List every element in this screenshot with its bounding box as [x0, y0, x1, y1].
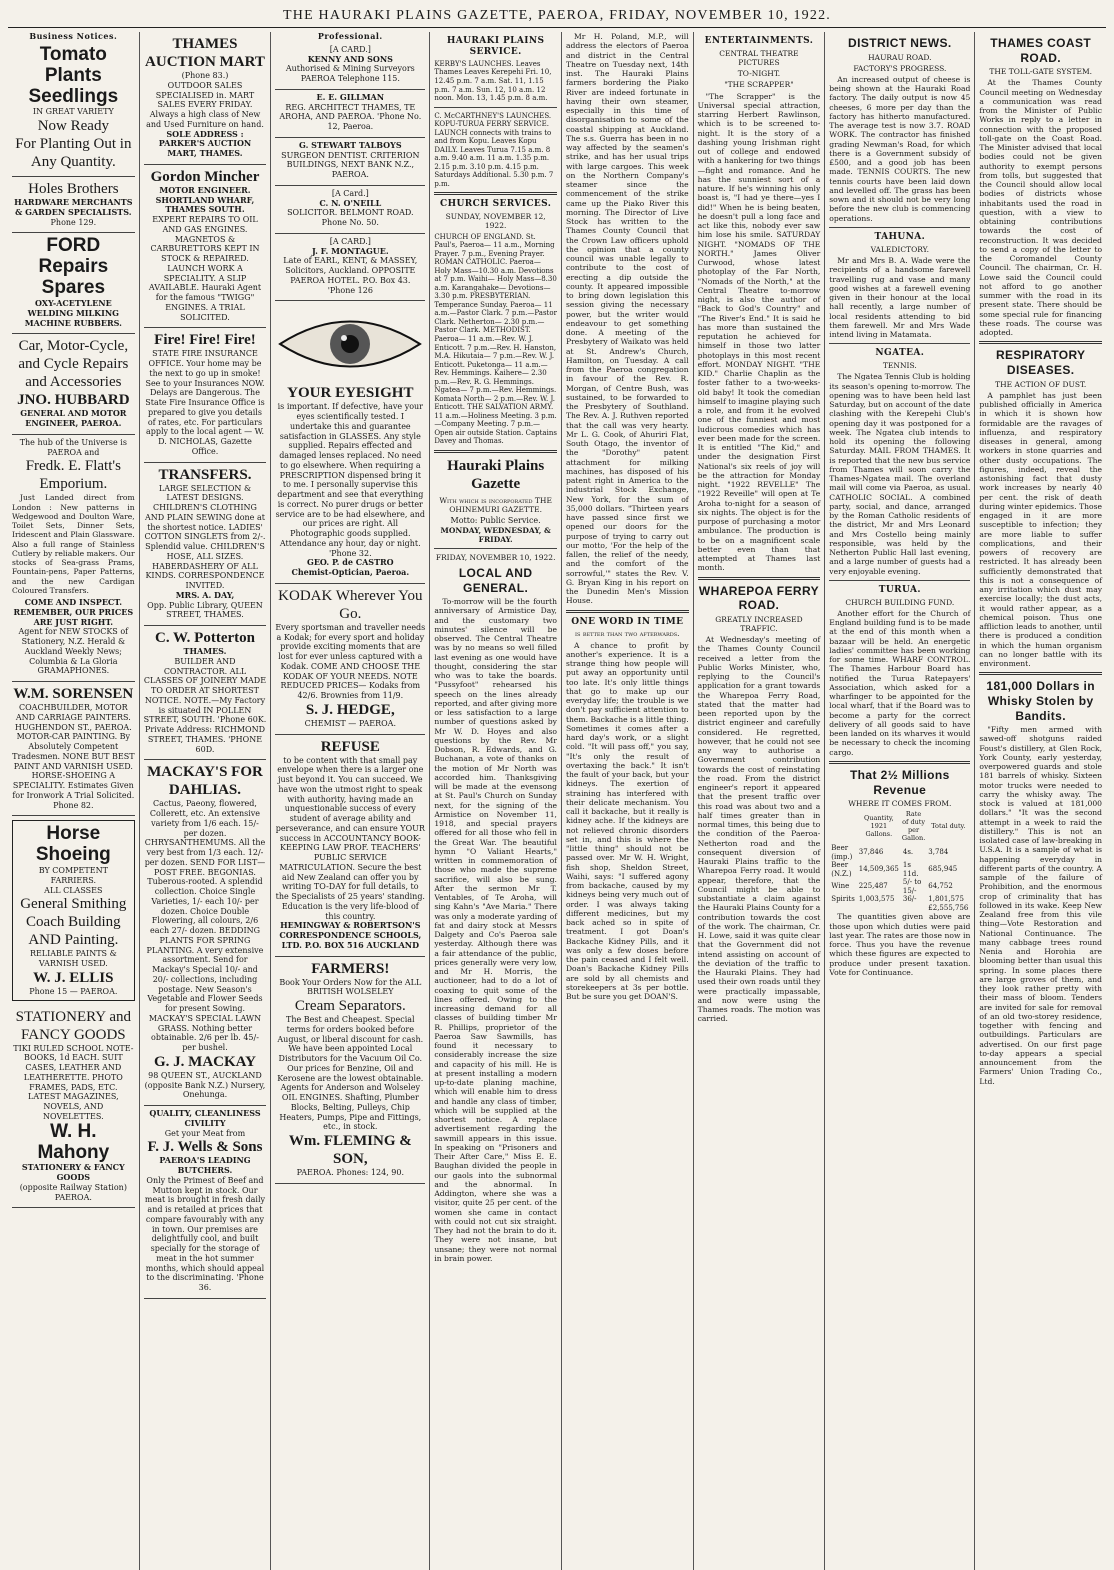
heading: HAURAKI PLAINS SERVICE. — [446, 36, 545, 57]
ad-body: Only the Primest of Beef and Mutton kept in stock. Our meat is brought in fresh daily and is retailed at prices that compare favourably with any in town. Our premises are delightfully cool, and built specially for the storage of meat in the hot summer months, which should appeal to the discriminating. 'Phone 36. — [144, 1175, 266, 1292]
column-7 — [825, 32, 975, 1570]
article-body: The Ngatea Tennis Club is holding its season's opening to-morrow. The opening was to have been held last Saturday, but on account of the date clashing with the Kerepehi Club's opening day it was postponed for a week. The Ngatea club intends to hold its opening the following Saturday. MAIL FROM THAMES. It is reported that the new bus service from Thames will soon carry the Thames-Ngatea mail. The overland mail will come via Paeroa, as usual. CATHOLIC SOCIAL. A combined party, social, and dance, arranged by the Roman Catholic residents of the district, Mr and Mrs Leonard and Mrs Costello being mainly responsible, was held by the Netherton Public Hall last evening, and a large number of guests had a very enjoyable evening. — [829, 372, 971, 576]
ad-addr: HEMINGWAY & ROBERTSON'S CORRESPONDENCE SCHOOLS, LTD. P.O. BOX 516 AUCKLAND — [279, 920, 422, 950]
column-4 — [430, 32, 562, 1570]
table-cell: 225,487 — [858, 882, 888, 891]
ad-title: Tomato Plants Seedlings — [28, 43, 119, 107]
ad-line: [A CARD.] — [329, 44, 371, 54]
table-cell: 685,945 — [928, 865, 958, 874]
table-cell: 1s 11d. — [902, 861, 919, 878]
ad-sorensen — [12, 682, 135, 816]
ad-body: MOTOR-CAR PAINTING. By Absolutely Competent Tradesmen. NONE BUT BEST PAINT AND VARNISH USED. HORSE-SHOEING A SPECIALITY. Estimates Given for Ironwork A Trial Solicited. Phone 82. — [12, 732, 135, 810]
table-cell: 37,846 — [858, 848, 884, 857]
ad-body: Book Your Orders Now for the ALL BRITISH WOLSELEY — [279, 977, 422, 997]
subheading: CHURCH BUILDING FUND. — [845, 597, 955, 607]
ad-montague — [275, 234, 425, 302]
ad-line: Cream Separators. — [294, 998, 406, 1014]
ad-addr: Opp. Public Library, QUEEN STREET, THAMES. — [147, 600, 263, 620]
ad-transfers — [144, 463, 267, 627]
subheading: GREATLY INCREASED TRAFFIC. — [715, 614, 803, 633]
ad-body: OUTDOOR SALES SPECIALISED in. MART SALES EVERY FRIDAY. Always a high class of New and Used Furniture on hand. — [146, 80, 264, 129]
heading: 181,000 Dollars in Whisky Stolen by Bandits. — [986, 679, 1095, 723]
heading: That 2½ Millions Revenue — [849, 767, 950, 797]
subheading: WHERE IT COMES FROM. — [848, 799, 952, 809]
table-cell — [901, 904, 926, 913]
subheading: HAURAU ROAD. — [868, 52, 932, 62]
ad-horse-shoeing — [12, 820, 135, 1000]
ad-line: Agent for NEW STOCKS of Stationery, N.Z. Herald & Auckland Weekly News; Columbia & La Gloria GRAMAPHONES. — [18, 627, 129, 676]
ad-potterton — [144, 626, 267, 760]
ad-name: G. J. MACKAY — [154, 1053, 256, 1070]
table-header: Total duty. — [931, 822, 966, 831]
ad-body: Every sportsman and traveller needs a Kodak; for every sport and holiday provide exciting moments that are lost for ever unless captured with a Kodak. COME AND CHOOSE THE KODAK OF YOUR NEEDS. NOTE REDUCED PRICES— Kodaks from 42/6. Brownies from 11/9. — [275, 622, 426, 700]
subheading: With which is incorporated THE OHINEMURI GAZETTE. — [439, 495, 552, 514]
ad-title: Car, Motor-Cycle, and Cycle Repairs and Accessories — [18, 338, 129, 391]
heading: DISTRICT NEWS. — [848, 36, 952, 50]
ad-line: General Smithing — [20, 896, 127, 913]
column-3 — [271, 32, 430, 1570]
table-cell: 1,801,575 — [928, 895, 964, 904]
ad-addr: (opposite Railway Station) PAEROA. — [19, 1182, 127, 1202]
ad-name: W. J. ELLIS — [33, 969, 114, 986]
table-row — [829, 861, 970, 878]
table-cell: 4s. — [902, 848, 914, 857]
ad-body: The Best and Cheapest. Special terms for orders booked before August, or liberal discount for cash. We have been appointed Local Distributors for the Vacuum Oil Co. Our prices for Benzine, Oil and Kerosene are the lowest obtainable. Agents for Anderson and Wolseley OIL ENGINES. Shafting, Plumber Blocks, Belting, Pulleys, Chip Heaters, Pumps, Pipe and Fittings, etc., in stock. — [277, 1015, 424, 1132]
table-cell: 64,752 — [928, 882, 953, 891]
table-header: Quantity, 1921 Gallons. — [863, 814, 894, 839]
ad-addr: PAEROA. Phones: 124, 90. — [296, 1168, 404, 1177]
heading: NGATEA. — [875, 348, 925, 359]
ad-line: GENERAL AND MOTOR ENGINEER, PAEROA. — [20, 408, 127, 429]
article-body: At the Thames County Council meeting on Wednesday a communication was read from the Minister of Public Works in reply to a letter in connection with the proposed toll-gate on the Coast Road. The Minister advised that local bodies could not be given authority to exempt persons from tolls, but suggested that the Council should allow local bodies of districts whose inhabitants used the road in question, with a view to obtaining contributions towards the cost of reconstruction. It was decided to send a copy of the letter to the Coromandel County Council. The chairman, Cr. H. Lowe said the Council could not afford to go another summer with the road in its present state. There should be some special rule for financing these roads. The course was adopted. — [979, 78, 1103, 338]
ad-title: FORD Repairs Spares — [38, 235, 109, 299]
ad-title: Gordon Mincher — [150, 168, 260, 185]
ad-line: ALL CLASSES — [44, 885, 103, 895]
article-body: Mr and Mrs B. A. Wade were the recipients of a handsome farewell travelling rug and vase and many good wishes at a farewell evening given in their honour at the local hall recently, a large number of local residents attending to bid them farewell. Mr and Mrs Wade intend living in Matamata. — [829, 256, 971, 340]
article-body: The quantities given above are those upon which duties were paid last year. The rates are those now in force. Thus you have the revenue which these figures are expected to produce under present taxation. Vote for Continuance. — [829, 912, 971, 977]
table-cell: Beer (N.Z.) — [831, 861, 852, 878]
article-body: At Wednesday's meeting of the Thames County Council received a letter from the Public Works Minister, who, replying to the Council's application for a grant towards the Wharepoa Ferry Road, stated that the matter had been reported upon by the district engineer and carefully considered. He regretted, however, that he could not see any way to authorise a Government contribution towards the cost of reinstating the road. From the district engineer's report it appeared that the present traffic over this road was about two and a half times greater than in normal times, this being due to the condition of the Paeroa-Netherton road and the consequent diversion of Hauraki Plains traffic to the Wharepoa Ferry road. It would appear, therefore, that the Council might be able to substantiate a claim against the Hauraki Plains County for a contribution towards the cost of the work. The chairman, Cr. H. Lowe, said it was quite clear that the Government did not intend assisting on account of the deviation of the traffic to the Hauraki Plains. They had used their own roads until they were practically impassable, and now were using the Thames roads. The motion was carried. — [697, 635, 821, 1024]
subheading: SUNDAY, NOVEMBER 12, 1922. — [445, 212, 546, 231]
table-cell: 36/- — [902, 895, 917, 904]
table-header: Rate of duty per Gallon. — [901, 810, 926, 843]
subheading: VALEDICTORY. — [870, 244, 930, 254]
subheading: is better than two afterwards. — [575, 629, 680, 639]
ad-line: THAMES. — [183, 646, 227, 656]
ad-line: OXY-ACETYLENE WELDING MILKING MACHINE RUBBERS. — [24, 298, 122, 328]
ad-farmers — [275, 957, 425, 1184]
ad-title: STATIONERY and FANCY GOODS — [15, 1008, 131, 1043]
column-8 — [975, 32, 1106, 1570]
article-body: An increased output of cheese is being shown at the Hauraki Road factory. The daily output is now 45 cheeses, 6 more per day than the factory has hitherto manufactured. The average test is now 3.7. ROAD WORK. The contractor has finished grading Newman's Road, for which there is a Government subsidy of £500, and a good job has been made. TENNIS COURTS. The new tennis courts have been laid down and levelled off. The grass has been sown and it should not be very long before the new club is commencing operations. — [829, 74, 971, 223]
ad-name: Wm. FLEMING & SON, — [288, 1133, 412, 1167]
ad-line: MOTOR ENGINEER. SHORTLAND WHARF, THAMES SOUTH. — [155, 184, 255, 215]
subheading: TENNIS. — [882, 361, 917, 371]
ad-line: CHEMIST — PAEROA. — [304, 718, 396, 728]
ad-car — [12, 334, 135, 435]
subheading: TO-NIGHT. — [737, 69, 781, 79]
motto: Motto: Public Service. — [450, 515, 541, 525]
ad-line: Now Ready — [37, 118, 109, 135]
schedule: KERBY'S LAUNCHES. Leaves Thames Leaves Kerepehi Fri. 10, 12.45 p.m. 7 a.m. Sat. 11, 1.15 p.m. 7 a.m. Sun. 12, 10 a.m. 12 noon. Mon. 13, 1.45 p.m. 8 a.m. — [434, 59, 552, 103]
ad-body: TIKI RULED SCHOOL NOTE-BOOKS, 1d EACH. SUIT CASES, LEATHER AND LEATHERETTE. PHOTO FRAMES, PADS, ETC. LATEST MAGAZINES, NOVELS, AND NOVELETTES. — [13, 1043, 134, 1121]
heading: ONE WORD IN TIME — [571, 616, 684, 627]
subheading: CENTRAL THEATRE PICTURES — [719, 48, 799, 68]
ad-talboys — [275, 138, 425, 186]
ad-body: Just Landed direct from London : New patterns in Wedgewood and Doulton Ware, Toilet Sets, Dinner Sets, Iridescent and Plain Glassware. Also a full range of Stainless Cutlery by reliable makers. Our stocks of Sea-grass Prams, Fountain-pens, Paper Patterns, and the new Cardigan Coloured Transfers. — [12, 493, 135, 595]
ad-phone: Phone 15 — PAEROA. — [29, 986, 118, 996]
article-body: "Fifty men armed with sawed-off shotguns raided Foust's distillery, at Glen Rock, York County, early yesterday, overpowered guards and stole 181 barrels of whisky. Sixteen motor trucks were needed to carry the whisky away. The stock is valued at 181,000 dollars." "It was the second attempt in a week to raid the distillery." This is not an isolated case of law-breaking in U.S.A. It is a sample of what is happening everyday in different parts of the country. A sample of the failure of Prohibition, and the enormous crop of criminality that has followed in its wake. Keep New Zealand free from this vile thing—Vote Restoration and National Continuance. The many cabbage trees round Nenia and Horohia are blooming better than usual this spring. In some places there are large groves of them, and they look rather pretty with their mass of bloom. Tenders are invited for sale for removal of an old two-storey residence, together with fencing and outbuildings. Particulars are advertised. On our first page to-day appears a special announcement from the Farmers' Union Trading Co., Ltd. — [979, 725, 1103, 1086]
article-body: Mr H. Poland, M.P., will address the electors of Paeroa and district in the Central Theatre on Tuesday next, 14th inst. The Hauraki Plains farmers bordering the Piako River are indeed fortunate in having their own steamer, especially in this time of disorganisation to some of the coastal shipping at Auckland. The s.s. Guerra has been in no way affected by the seamen's strike, and has her usual trips with large cargoes. This week on the Northern Company's steamer since the commencement of the strike came up the Piako River this morning. The Director of Live Stock has written to the Thames County Council that the Crown Law officers uphold the opinion that a county council was unable legally to contribute to the cost of erecting a dip outside the county. It appeared impossible to bring down legislation this session giving the necessary power, but the writer would endeavour to get something done. A meeting of the Presbytery of Waikato was held at St. Andrew's Church, Hamilton, on Tuesday. A call from the Paeroa congregation in favour of the Rev. R. Morgan, of Centre Bush, was sustained, to be forwarded to the Presbytery of Southland. The Rev. A. J. Ruthven reported that the call was very hearty. Mr L. G. Cook, of Ahuriri Flat, South Otago, the inventor of the "Dorothy" patent attachment for milking machines, has disposed of his patent right in America to the industrial Stock Exchange, New York, for the sum of 35,000 dollars. "Thirteen years have passed since first we opened our doors for the purpose of trying to carry out our motto, 'For the help of the fallen, the relief of the needy, and the comfort of the sorrowful,'" states the Rev. V. G. Bryan King in his report on the Dunedin Men's Mission House. — [565, 32, 689, 606]
column-6 — [694, 32, 826, 1570]
ad-refuse — [275, 735, 425, 957]
ad-title: Horse Shoeing — [35, 823, 111, 866]
ad-title: J. F. MONTAGUE. — [311, 245, 389, 256]
article-body: To-morrow will be the fourth anniversary of Armistice Day, and the customary two minutes' silence will be observed. The Central Theatre was by no means so well filled last evening as one would have thought, considering the star who was to take the boards. "Pussyfoot" rehearsed his speech on the lines already reported, and after giving more or less satisfaction to a large number of questions asked by Mr W. D. Hoyes and also questions by the Rev. Mr Dobson, R. Edwards, and G. Buchanan, a vote of thanks on the motion of Mr North was accorded him. Thanksgiving will be made at the evensong at St. Paul's Church on Sunday next, for the signing of the Armistice on November 11, 1918, and special prayers offered for all those who fell in the Great War. The beautiful hymn "O Valiant Hearts," written in commemoration of those who made the supreme sacrifice, will also be sung. After the sermon Mr T. Ventables, of Te Aroha, will sing Kahn's "Ave Maria." There was only a moderate yarding of fat and dairy stock at Messrs Dalgety and Co's Paeroa sale yesterday. Although there was a fair attendance of the public, prices generally were very low, and Mr H. Morris, the auctioneer, had to do a lot of coaxing to quit some of the lines offered. Owing to the increasing demand for all classes of building timber Mr R. Phillips, proprietor of the Paeroa Saw Sawmills, has found it necessary to considerably increase the size and capacity of his mill. He is at present installing a modern up-to-date planing machine, which will enable him to dress and handle any class of timber, which will be supplied at the shortest notice. A replace advertisement regarding the sawmill appears in this issue. In speaking on "Prisoners and Their After Care," Miss E. E. Baughan divided the people in our gaols into the subnormal and the abnormal. In Addington, where she was a visitor, quite 25 per cent. of the women she came in contact with could not cut six straight. They had not the brain to do it. They were not insane, but unsane; they were not normal in brain power. — [434, 597, 557, 1263]
ad-line: STATIONERY & FANCY GOODS — [21, 1162, 125, 1183]
ad-body: STATE FIRE INSURANCE OFFICE. Your home may be the next to go up in smoke! See to your Insurances NOW. Delays are Dangerous. The State Fire Insurance Office is prepared to give you details of rates, etc. For particulars apply to the local agent — W. D. NICHOLAS, Gazette Office. — [145, 349, 265, 456]
ad-name: S. J. HEDGE, — [305, 701, 395, 718]
ad-line: RELIABLE PAINTS & VARNISH USED. — [29, 949, 117, 969]
ad-line: HARDWARE MERCHANTS & GARDEN SPECIALISTS. — [14, 197, 133, 217]
ad-title: Holes Brothers — [28, 181, 119, 198]
ad-auction-mart — [144, 32, 267, 165]
ad-eyesight — [275, 301, 425, 584]
ad-title: TRANSFERS. — [158, 466, 252, 483]
ad-name: JNO. HUBBARD — [17, 392, 130, 409]
ad-title: F. J. Wells & Sons — [147, 1139, 263, 1156]
ad-body: REG. ARCHITECT THAMES, TE AROHA, AND PAEROA. 'Phone No. 12, Paeroa. — [279, 102, 422, 131]
ad-name: MRS. A. DAY, — [175, 589, 235, 600]
date: FRIDAY, NOVEMBER 10, 1922. — [435, 552, 556, 562]
table-row — [829, 895, 970, 904]
table-cell: 5/- to 15/- — [902, 878, 922, 895]
masthead-title: Hauraki Plains Gazette — [447, 457, 545, 493]
ad-body: Late of EARL, KENT, & MASSEY, Solicitors, Auckland. OPPOSITE PAEROA HOTEL. P.O. Box 43. 'Phone 126 — [283, 256, 418, 295]
ad-title: G. STEWART TALBOYS — [299, 139, 402, 150]
ad-body: SURGEON DENTIST. CRITERION BUILDINGS, NEXT BANK N.Z., PAEROA. — [281, 150, 420, 179]
heading: LOCAL AND GENERAL. — [458, 565, 533, 595]
ad-title: Fire! Fire! Fire! — [154, 332, 256, 349]
heading: WHAREPOA FERRY ROAD. — [698, 583, 819, 613]
article-body: A pamphlet has just been published officially in America in which it is shown how formidable are the ravages of influenza, and respiratory diseases in general, among workers in stone quarries and other dusty occupations. The figures, indeed, reveal the astonishing fact that dusty work increases by nearly 40 per cent. the risk of death during winter epidemics. Those engaged in it are more susceptible to infection; they are more liable to suffer complications, and their powers of recovery are restricted. It has already been sufficiently demonstrated that this is not a consequence of any irritation which dust may exercise locally; the dust acts, it would rather appear, as a chemical poison. Thus one affliction leads to another, until there is produced a condition in which the human organism can no longer battle with its environment. — [979, 390, 1103, 669]
ad-title: YOUR EYESIGHT — [287, 385, 414, 402]
column-1 — [8, 32, 140, 1570]
ad-mackay — [144, 760, 267, 1106]
ad-line: [A Card.] — [331, 188, 369, 198]
ad-line: For Planting Out in Any Quantity. — [15, 136, 132, 171]
ad-title: REFUSE — [320, 738, 380, 755]
ad-body: Authorised & Mining Surveyors PAEROA Telephone 115. — [285, 64, 415, 83]
article-body: A chance to profit by another's experience. It is a strange thing how people will put away an opportunity until too late. It's only little things that go to make up our everyday life; the trouble is we don't pay sufficient attention to them. Backache is a little thing. Sometimes it comes after a hard day's work, or a slight cold. "It will pass off," you say, "It's only the result of overtaxing the back." It isn't the fault of your back, but your kidneys. The exertion of straining has interfered with their delicate mechanism. You call it backache, but it really is kidney ache. If the kidneys are not relieved chronic disorders set in, and this is where the "little thing" should not be passed over. Mr W. H. Wright, fish shop, Sheldon Street, Waihi, says: "I suffered agony from backache, caused by my kidneys being very much out of order. I was always taking different medicines, but my back ached so in spite of treatment. I got Doan's Backache Kidney Pills, and it was only a few doses before the pain ceased and I felt well. Doan's Backache Kidney Pills are sold by all chemists and storekeepers at 3s per bottle. But be sure you get DOAN'S. — [565, 640, 689, 1002]
days: MONDAY, WEDNESDAY, & FRIDAY. — [440, 525, 551, 544]
table-row — [829, 878, 970, 895]
ad-line: BY COMPETENT FARRIERS. — [38, 866, 108, 885]
table-cell: Spirits — [831, 895, 855, 904]
ad-line: Get your Meat from — [164, 1128, 246, 1138]
ad-body: to be content with that small pay envelope when there is a larger one just beyond it. You can succeed. We have won the utmost right to speak with authority, having made an unquestionable success of every student of average ability and perseverance, and can ensure YOUR success in ACCOUNTANCY BOOK-KEEPING LAW PROF. TEACHERS' PUBLIC SERVICE MATRICULATION. Secure the best aid New Zealand can offer you by writing TO-DAY for full details, to the Specialists of 25 years' standing. Education is the very life-blood of this country. — [275, 755, 425, 921]
table-cell — [829, 904, 857, 913]
table-row — [829, 844, 970, 861]
ad-line: QUALITY, CLEANLINESS CIVILITY — [149, 1108, 261, 1128]
ad-title: KENNY AND SONS — [307, 53, 393, 64]
ad-line: Coach Building AND Painting. — [26, 914, 121, 949]
table-header — [829, 810, 857, 844]
ad-kenny — [275, 42, 425, 90]
masthead: THE HAURAKI PLAINS GAZETTE, PAEROA, FRIDAY, NOVEMBER 10, 1922. — [8, 6, 1106, 28]
ad-addr: 98 QUEEN ST., AUCKLAND (opposite Bank N.Z.) Nursery, Onehunga. — [144, 1070, 266, 1100]
ad-oneill — [275, 186, 425, 234]
table-cell: Wine — [831, 882, 850, 891]
ad-title: FARMERS! — [311, 960, 390, 977]
ad-body: is important. If defective, have your eyes scientifically tested. I undertake this and guarantee satisfaction in GLASSES. Any style supplied. Repairs effected and damaged lenses replaced. No need to go elsewhere. When requiring a PRESCRIPTION dispensed bring it to me. I personally supervise this department and see that everything is correct. No purer drugs or better service are to be had elsewhere, and our prices are right. All Photographic goods supplied. Attendance any hour, day or night. 'Phone 32. — [275, 402, 426, 558]
ad-flatt — [12, 435, 135, 682]
table-row — [829, 904, 970, 913]
ad-line: PAEROA'S LEADING BUTCHERS. — [159, 1155, 251, 1175]
subheading: FACTORY'S PROGRESS. — [853, 63, 947, 73]
subheading: THE ACTION OF DUST. — [995, 379, 1087, 389]
ad-line: The hub of the Universe is PAEROA and — [19, 437, 127, 457]
schedule: C. McCARTHNEY'S LAUNCHES. KOPU-TURUA FERRY SERVICE. LAUNCH connects with trains to and from Kopu. Leaves Kopu DAILY. Leaves Turua 7.15 a.m. 8 a.m. 9.40 a.m. 11 a.m. 1.35 p.m. 2.15 p.m. 3.10 p.m. 4.15 p.m. Saturdays Additional. 5.30 p.m. 7 p.m. — [434, 111, 554, 188]
article-body: "The Scrapper" is the Universal special attraction, starring Herbert Rawlinson, which is to be screened to-night. It is the story of a dashing young Irishman right out of college and endowed with a hankering for two things—fight and romance. And he has the sunniest sort of a nature. If he's winning his only boast is, "I had ye there—yes I did!" When he is being beaten, he doesn't pull a long face and act like this, nobody ever saw him lose his smile. SATURDAY NIGHT. "NOMADS OF THE NORTH." James Oliver Curwood, whose latest photoplay of the Far North, "Nomads of the North," at the Central Theatre to-morrow night, is also the author of "Back to God's Country" and "The River's End." It is said he has more than sustained the reputation he achieved for himself in those two latter photoplays in this most recent effort. MONDAY NIGHT. "THE KID." Charlie Chaplin as the foster father to a two-weeks-old baby! It took the comedian himself to imagine playing such a role, and from it he evolved one of the funniest and most ludicrous comedies which has ever been made for the screen. It is entitled "The Kid," and under the designation First National's six reels of joy will be the attraction for Monday night. "1922 REVELLE" The "1922 Reveille" will open at Te Aroha to-night for a season of six nights. The object is for the purpose of purchasing a motor ambulance. The production is to be on a magnificent scale better even than that attempted at Thames last month. — [697, 91, 821, 573]
ad-kodak — [275, 584, 425, 735]
ad-holes — [12, 177, 135, 233]
table-cell: 14,509,365 — [858, 865, 899, 874]
ad-line: Chemist-Optician, Paeroa. — [291, 567, 410, 577]
heading: TAHUNA. — [874, 231, 926, 242]
heading: RESPIRATORY DISEASES. — [995, 348, 1086, 378]
table-cell: £2,555,756 — [928, 903, 969, 912]
ad-fire — [144, 328, 267, 462]
ad-title: W.M. SORENSEN — [13, 686, 134, 703]
ad-body: SOLICITOR. BELMONT ROAD. Phone No. 50. — [287, 208, 414, 227]
heading: CHURCH SERVICES. — [440, 199, 552, 210]
ad-ford — [12, 233, 135, 334]
ad-addr: SOLE ADDRESS : PARKER'S AUCTION MART, THAMES. — [158, 128, 252, 158]
ad-gillman — [275, 90, 425, 138]
ad-body: Cactus, Paeony, flowered, Collerett, etc. An extensive variety from 1/6 each. 15/- per dozen. CHRYSANTHEMUMS. All the very best from 1/3 each. 12/- per dozen. SEND FOR LIST—POST FREE. BEGONIAS. Tuberous-rooted. A splendid collection. Choice Single Varieties, 1/- each 10/- per dozen. Choice Double Flowering, all colours, 2/6 each 27/- dozen. BEDDING PLANTS FOR SPRING PLANTING. A very extensive assortment. Send for Mackay's Special 10/- and 20/- collections, including postage. New Season's Vegetable and Flower Seeds for present Sowing. MACKAY'S SPECIAL LAWN GRASS. Nothing better obtainable. 2/6 per lb. 45/- per bushel. — [144, 799, 266, 1052]
subheading: THE TOLL-GATE SYSTEM. — [989, 67, 1093, 77]
table-cell: Beer (imp.) — [831, 844, 853, 861]
section-label: Professional. — [317, 31, 383, 41]
table-cell — [857, 904, 901, 913]
ad-title: E. E. GILLMAN — [316, 91, 385, 102]
eye-icon — [275, 304, 425, 384]
article-body: Another effort for the Church of England building fund is to be made at the end of this month when a bazaar will be held. An energetic ladies' committee has been working for some time. WHARF CONTROL. The Thames Harbour Board has notified the Turua Ratepayers' Association, which asked for a wharfinger to be appointed for the local wharf, that if the Board was to become a party for the correct delivery of all goods said to have been landed on its wharves it would be necessary to check the incoming cargo. — [829, 608, 971, 757]
ad-title: MACKAY'S FOR DAHLIAS. — [147, 764, 263, 799]
ad-line: COACHBUILDER, MOTOR AND CARRIAGE PAINTERS. HUGHENDON ST., PAEROA. — [14, 703, 132, 732]
ad-body: BUILDER AND CONTRACTOR. ALL CLASSES OF JOINERY MADE TO ORDER AT SHORTEST NOTICE. NOTE.—My Factory is situated IN POLLEN STREET, SOUTH. 'Phone 60K. Private Address: RICHMOND STREET, THAMES. 'PHONE 60D. — [143, 656, 267, 754]
ad-phone: (Phone 83.) — [181, 71, 229, 80]
columns — [8, 32, 1106, 1570]
table-cell: 3,784 — [928, 848, 949, 857]
ad-title: THAMES AUCTION MART — [145, 36, 265, 70]
ad-tomato — [12, 42, 135, 177]
article-body: CHURCH OF ENGLAND. St. Paul's, Paeroa— 11 a.m., Morning Prayer. 7 p.m., Evening Prayer. ROMAN CATHOLIC. Paeroa— Holy Mass—10.30 a.m. Devotions at 7 p.m. Waihi— Holy Mass—8.30 a.m. Karangahake— Devotions—3.30 p.m. PRESBYTERIAN. Temperance Sunday. Paeroa— 11 a.m.—Pastor Clark. 7 p.m.—Pastor Clark. Netherton— 2.30 p.m.—Pastor Clark. METHODIST. Paeroa— 11 a.m.—Rev. W. J. Enticott. 7 p.m.—Rev. H. Hanston, M.A. Hikutaia— 7 p.m.—Rev. W. J. Enticott. Puketonga— 11 a.m.—Rev. Hemmings. Kaihere— 2.30 p.m.—Rev. R. G. Hemmings. Ngatea— 7 p.m.—Rev. Hemmings. Komata North— 2 p.m.—Rev. W. J. Enticott. THE SALVATION ARMY. 11 a.m.—Holiness Meeting. 3 p.m.—Company Meeting. 7 p.m.—Open air outside Station. Captains Davey and Thomas. — [434, 232, 557, 446]
table-cell: 1,003,575 — [858, 895, 895, 904]
ad-name: W. H. Mahony — [37, 1120, 110, 1163]
column-5 — [562, 32, 694, 1570]
ad-body: EXPERT REPAIRS TO OIL AND GAS ENGINES. MAGNETOS & CARBURETTORS KEPT IN STOCK & REPAIRED. LAUNCH WORK A SPECIALITY. A SLIP AVAILABLE. Hauraki Agent for the famous "TWIGG" ENGINES. A TRIAL SOLICITED. — [148, 215, 262, 322]
column-2 — [140, 32, 272, 1570]
section-label: Business Notices. — [29, 31, 118, 41]
ad-phone: Phone 129. — [50, 217, 97, 227]
ad-name: GEO. P. de CASTRO — [306, 557, 394, 568]
revenue-table — [829, 810, 970, 912]
heading: ENTERTAINMENTS. — [704, 36, 814, 46]
ad-mincher — [144, 165, 267, 329]
ad-line: IN GREAT VARIETY — [32, 107, 114, 117]
ad-line: COME AND INSPECT. REMEMBER, OUR PRICES ARE JUST RIGHT. — [13, 597, 134, 627]
heading: THAMES COAST ROAD. — [990, 36, 1092, 65]
subheading: "THE SCRAPPER" — [724, 80, 794, 90]
ad-title: C. W. Potterton — [154, 630, 255, 646]
ad-title: KODAK Wherever You Go. — [278, 587, 423, 622]
ad-title: Fredk. E. Flatt's Emporium. — [25, 458, 121, 493]
ad-wells — [144, 1106, 267, 1299]
ad-body: LARGE SELECTION & LATEST DESIGNS. CHILDREN'S CLOTHING AND PLAIN SEWING done at the shortest notice. LADIES' COTTON SINGLETS from 2/-. Splendid value. CHILDREN'S HOSE, ALL SIZES. HABERDASHERY OF ALL KINDS. CORRESPONDENCE INVITED. — [144, 483, 266, 590]
ad-title: C. N. O'NEILL — [319, 197, 382, 208]
heading: TURUA. — [878, 584, 921, 595]
ad-stationery — [12, 1005, 135, 1209]
ad-line: [A CARD.] — [329, 236, 371, 246]
